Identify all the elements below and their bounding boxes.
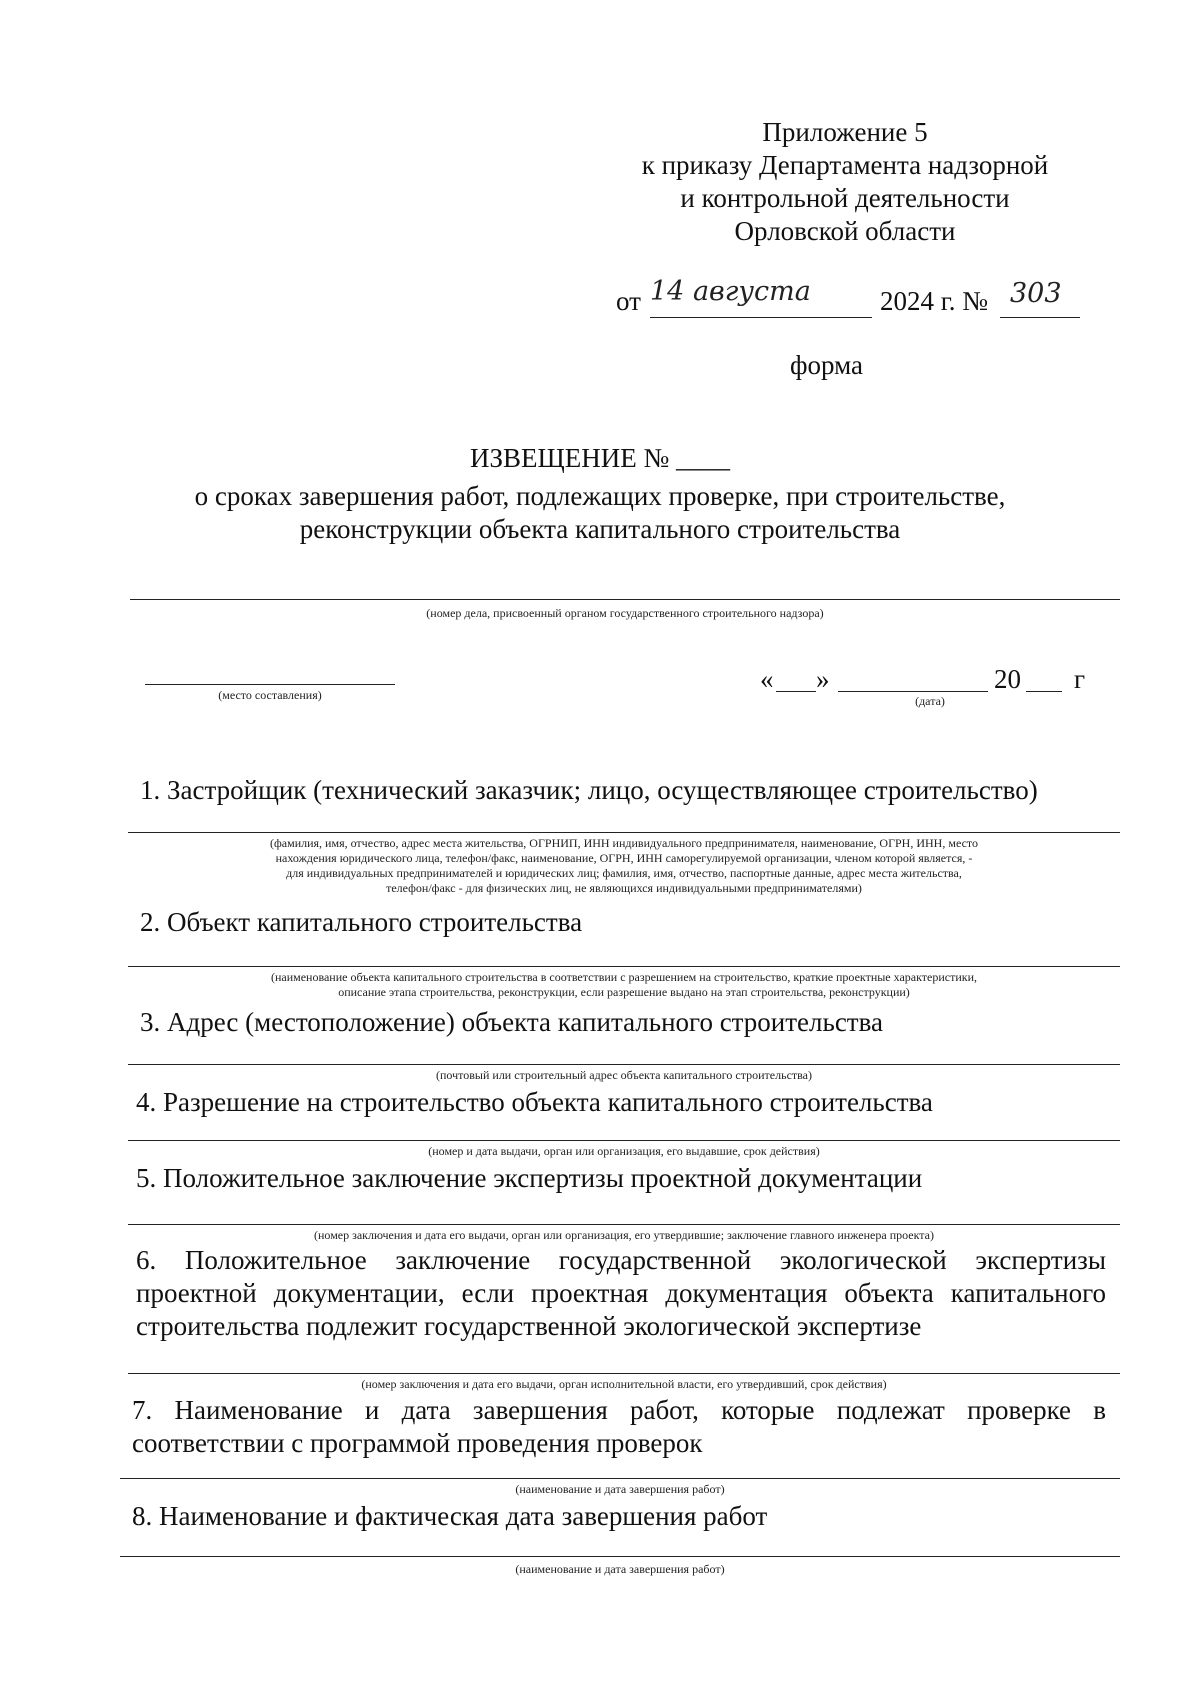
date-underline (650, 317, 872, 318)
item-caption: (фамилия, имя, отчество, адрес места жительства, ОГРНИП, ИНН индивидуального предпринимателя, наименование, ОГРН, ИНН, место нахождения юридического лица, телефон/факс, наименование, ОГРН, ИНН саморегулируемой организации, членом которой является, - для индивидуальных предпринимателей и юридических лиц; фамилия, имя, отчество, паспортные данные, адрес места жительства, телефон/факс - для физических лиц, не являющихся индивидуальными предпринимателями) (270, 836, 978, 895)
appendix-block (600, 116, 1090, 248)
date-year-suffix: г (1074, 664, 1086, 694)
item-heading: 8. Наименование и фактическая дата завершения работ (132, 1501, 768, 1531)
date-year-line (1026, 691, 1062, 692)
item-heading: 3. Адрес (местоположение) объекта капитального строительства (140, 1007, 883, 1037)
place-line (145, 684, 395, 685)
date-month-line (838, 691, 988, 692)
item-caption: (наименование и дата завершения работ) (515, 1562, 725, 1576)
item-heading: 6. Положительное заключение государственной экологической экспертизы проектной документации, если проектная документация объекта капитального строительства подлежит государственной экологической экспертизе (136, 1245, 1106, 1341)
item-caption: (номер заключения и дата его выдачи, орган исполнительной власти, его утвердивший, срок действия) (361, 1377, 887, 1391)
item-fill-line (128, 1373, 1120, 1374)
item-fill-line (128, 1064, 1120, 1065)
number-underline (1000, 317, 1080, 318)
item-caption: (наименование объекта капитального строительства в соответствии с разрешением на строительство, краткие проектные характеристики, описание этапа строительства, реконструкции, если разрешение выдано на этап строительства, реконструкции) (270, 970, 978, 999)
item-heading: 7. Наименование и дата завершения работ, которые подлежат проверке в соответствии с программой проведения проверок (132, 1395, 1106, 1458)
item-heading: 4. Разрешение на строительство объекта капитального строительства (136, 1087, 933, 1117)
appendix-line: и контрольной деятельности (680, 183, 1010, 213)
date-open-quote: « (760, 664, 774, 694)
document-title: ИЗВЕЩЕНИЕ № ____ (469, 443, 730, 473)
date-year-prefix: 20 (994, 664, 1021, 694)
appendix-line: к приказу Департамента надзорной (641, 150, 1049, 180)
item-fill-line (128, 966, 1120, 967)
item-heading: 5. Положительное заключение экспертизы проектной документации (136, 1163, 923, 1193)
item-fill-line (128, 1140, 1120, 1141)
from-label: от (616, 286, 641, 316)
document-subtitle-line: реконструкции объекта капитального строительства (299, 514, 901, 544)
item-fill-line (128, 1224, 1120, 1225)
item-heading: 2. Объект капитального строительства (140, 907, 583, 937)
item-fill-line (128, 832, 1120, 833)
handwritten-date: 14 августа (650, 276, 811, 307)
form-label: форма (790, 350, 863, 380)
item-heading: 1. Застройщик (технический заказчик; лицо, осуществляющее строительство) (140, 775, 1038, 805)
item-caption: (почтовый или строительный адрес объекта капитального строительства) (436, 1068, 812, 1082)
item-caption: (номер и дата выдачи, орган или организация, его выдавшие, срок действия) (428, 1144, 820, 1158)
appendix-line: Приложение 5 (762, 117, 928, 147)
date-caption: (дата) (915, 694, 945, 708)
item-caption: (наименование и дата завершения работ) (515, 1482, 725, 1496)
document-subtitle-line: о сроках завершения работ, подлежащих проверке, при строительстве, (194, 481, 1006, 511)
case-number-caption: (номер дела, присвоенный органом государственного строительного надзора) (426, 606, 824, 620)
place-caption: (место составления) (218, 688, 322, 702)
date-close-quote: » (816, 664, 830, 694)
appendix-line: Орловской области (734, 216, 956, 246)
item-caption: (номер заключения и дата его выдачи, орган или организация, его утвердившие; заключение главного инженера проекта) (314, 1228, 934, 1242)
item-fill-line (120, 1556, 1120, 1557)
date-day-line (776, 691, 816, 692)
case-number-line (130, 599, 1120, 600)
item-fill-line (120, 1478, 1120, 1479)
handwritten-number: 303 (1010, 278, 1062, 309)
year-number-label: 2024 г. № (880, 286, 989, 316)
